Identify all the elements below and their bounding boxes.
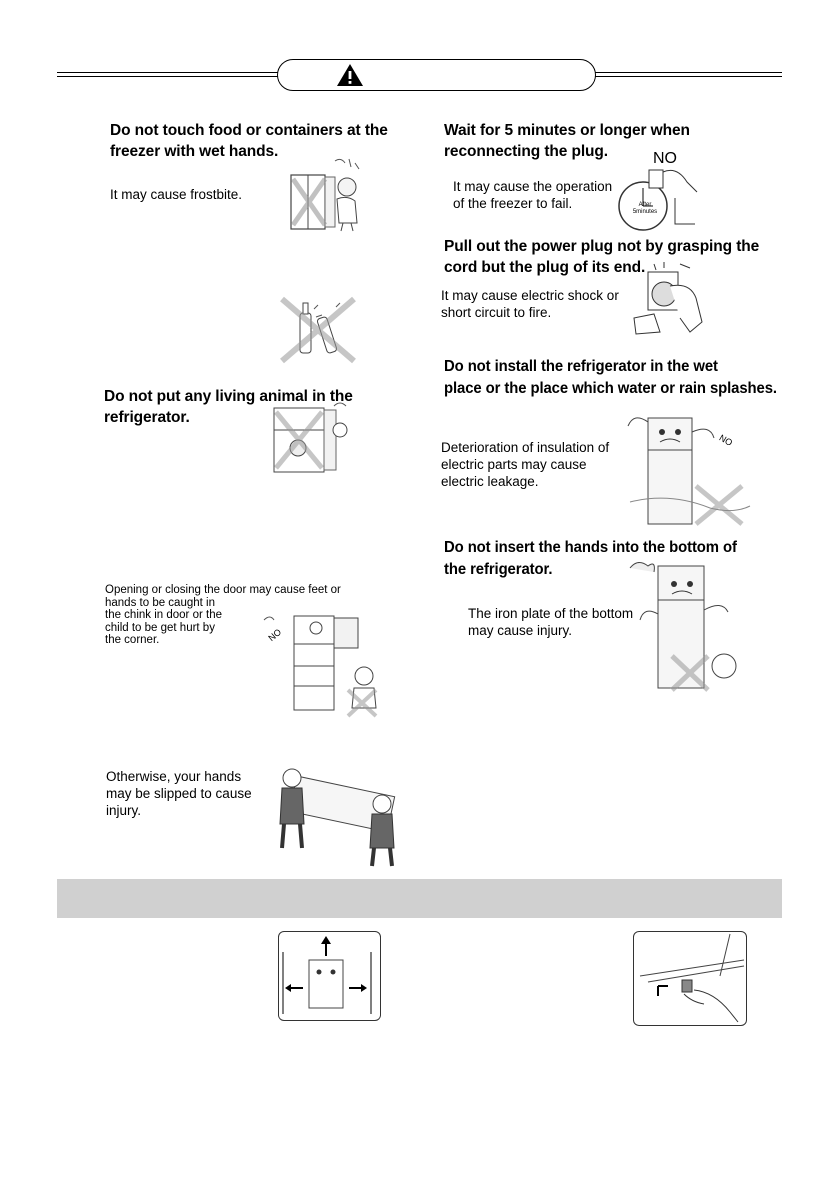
header-capsule bbox=[277, 59, 596, 91]
leveling-foot-illustration bbox=[633, 931, 747, 1026]
carrying-refrigerator-illustration bbox=[270, 764, 408, 872]
unplugging-illustration bbox=[630, 262, 714, 342]
animal-in-fridge-illustration bbox=[268, 400, 352, 474]
wet-heading: Do not install the refrigerator in the wet place or the place which water or rain splashes. bbox=[444, 358, 777, 397]
hands-under-fridge-illustration bbox=[628, 556, 750, 692]
section-banner bbox=[57, 879, 782, 918]
door-body: Opening or closing the door may cause feet or hands to be caught in the chink in door or the child to be get hurt by the corner. bbox=[105, 584, 341, 646]
door-hazard-illustration bbox=[260, 600, 386, 718]
carry-body: Otherwise, your hands may be slipped to cause injury. bbox=[106, 769, 252, 818]
clock-label: After 5minutes bbox=[632, 202, 658, 215]
wet-body: Deterioration of insulation of electric parts may cause electric leakage. bbox=[441, 440, 610, 489]
bottom-heading: Do not insert the hands into the bottom of the refrigerator. bbox=[444, 539, 737, 578]
food-heading: Do not touch food or containers at the freezer with wet hands. bbox=[110, 122, 388, 160]
animal-heading: Do not put any living animal in the refrigerator. bbox=[104, 388, 353, 426]
wait-heading: Wait for 5 minutes or longer when reconnecting the plug. bbox=[444, 122, 690, 160]
pull-heading: Pull out the power plug not by grasping the cord but the plug of its end. bbox=[444, 238, 760, 276]
plug-timer-illustration bbox=[615, 162, 701, 234]
bottom-body: The iron plate of the bottom may cause injury. bbox=[468, 606, 634, 638]
wet-place-illustration bbox=[610, 402, 756, 528]
wait-body: It may cause the operation of the freezer to fail. bbox=[453, 179, 613, 211]
food-body: It may cause frostbite. bbox=[110, 187, 243, 202]
frostbite-fridge-illustration bbox=[285, 157, 365, 232]
warning-triangle-icon bbox=[336, 63, 364, 87]
wait-no-label: NO bbox=[653, 150, 677, 167]
clearance-space-illustration bbox=[278, 931, 381, 1021]
wet-no-label: NO bbox=[717, 432, 735, 448]
svg-text:NO: NO bbox=[266, 626, 284, 644]
pull-body: It may cause electric shock or short circuit to fire. bbox=[441, 288, 619, 320]
bottles-prohibited-illustration bbox=[278, 295, 358, 365]
